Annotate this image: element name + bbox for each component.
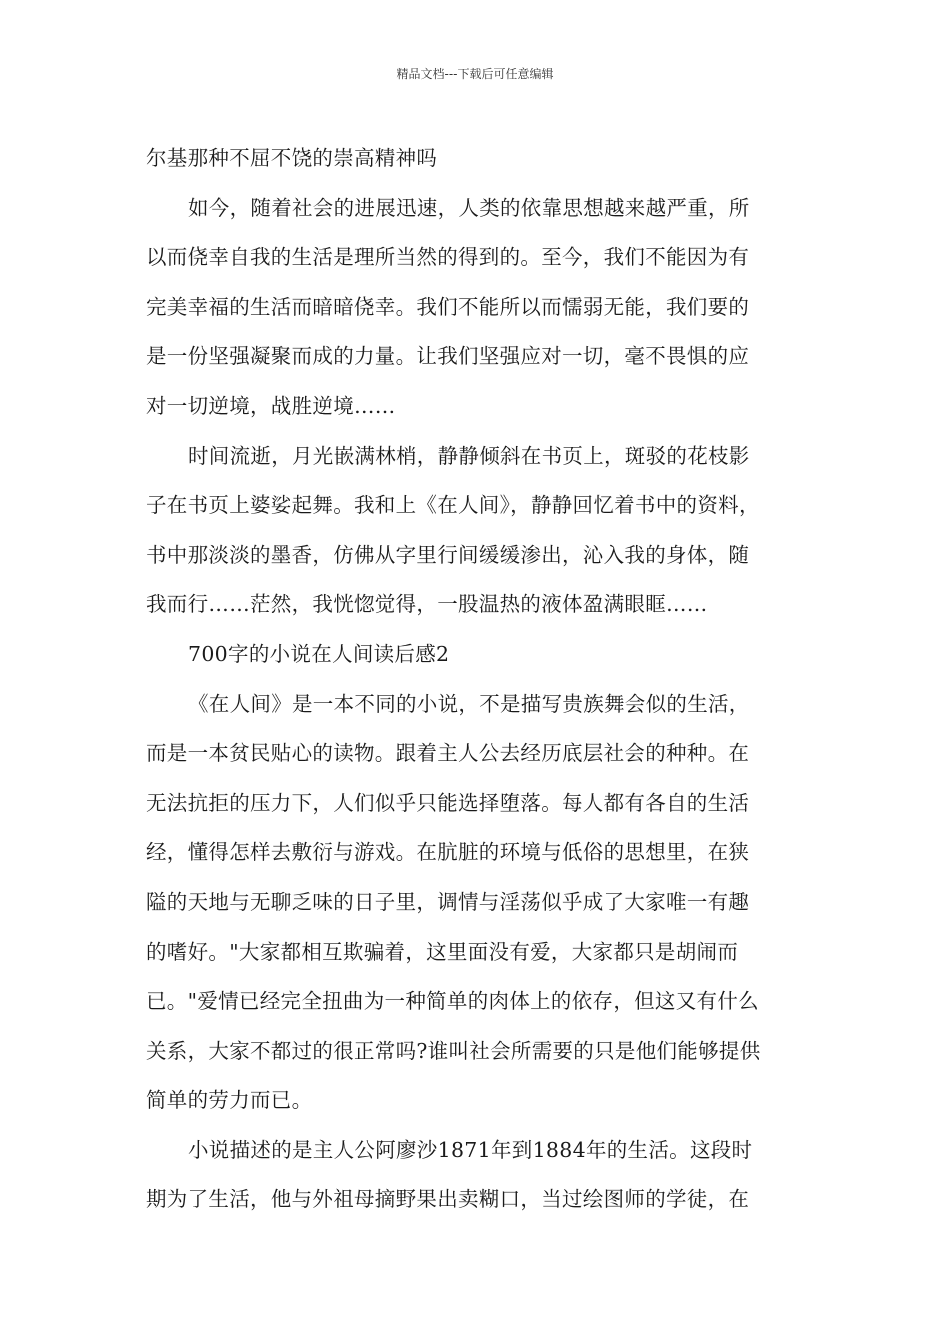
text-line: 小说描述的是主人公阿廖沙1871年到1884年的生活。这段时 <box>188 1137 753 1162</box>
text-line: 期为了生活，他与外祖母摘野果出卖糊口，当过绘图师的学徒，在 <box>146 1187 750 1212</box>
text-line: 700字的小说在人间读后感2 <box>188 641 450 666</box>
text-line: 无法抗拒的压力下，人们似乎只能选择堕落。每人都有各自的生活 <box>146 790 750 815</box>
text-line: 尔基那种不屈不饶的崇高精神吗 <box>146 146 438 170</box>
text-line: 是一份坚强凝聚而成的力量。让我们坚强应对一切，毫不畏惧的应 <box>146 344 750 369</box>
text-line: 关系，大家不都过的很正常吗?谁叫社会所需要的只是他们能够提供 <box>146 1038 761 1063</box>
text-line: 简单的劳力而已。 <box>146 1088 313 1113</box>
page-header: 精品文档---下载后可任意编辑 <box>396 67 554 81</box>
text-line: 以而侥幸自我的生活是理所当然的得到的。至今，我们不能因为有 <box>146 245 750 270</box>
text-line: 《在人间》是一本不同的小说，不是描写贵族舞会似的生活， <box>188 691 750 716</box>
text-line: 我而行……茫然，我恍惚觉得，一股温热的液体盈满眼眶…… <box>146 592 708 617</box>
text-line: 完美幸福的生活而暗暗侥幸。我们不能所以而懦弱无能，我们要的 <box>146 294 750 319</box>
text-line: 的嗜好。"大家都相互欺骗着，这里面没有爱，大家都只是胡闹而 <box>146 939 739 964</box>
text-line: 时间流逝，月光嵌满林梢，静静倾斜在书页上，斑驳的花枝影 <box>188 443 750 468</box>
text-line: 子在书页上婆娑起舞。我和上《在人间》，静静回忆着书中的资料， <box>146 493 760 518</box>
text-line: 对一切逆境，战胜逆境…… <box>146 393 396 418</box>
text-line: 经，懂得怎样去敷衍与游戏。在肮脏的环境与低俗的思想里，在狭 <box>146 840 750 865</box>
text-line: 已。"爱情已经完全扭曲为一种简单的肉体上的依存，但这又有什么 <box>146 989 759 1014</box>
text-line: 隘的天地与无聊乏味的日子里，调情与淫荡似乎成了大家唯一有趣 <box>146 889 750 914</box>
text-line: 如今，随着社会的进展迅速，人类的依靠思想越来越严重，所 <box>188 195 750 220</box>
text-line: 而是一本贫民贴心的读物。跟着主人公去经历底层社会的种种。在 <box>146 741 750 766</box>
body-text <box>146 134 806 1225</box>
text-line: 书中那淡淡的墨香，仿佛从字里行间缓缓渗出，沁入我的身体，随 <box>146 542 750 567</box>
